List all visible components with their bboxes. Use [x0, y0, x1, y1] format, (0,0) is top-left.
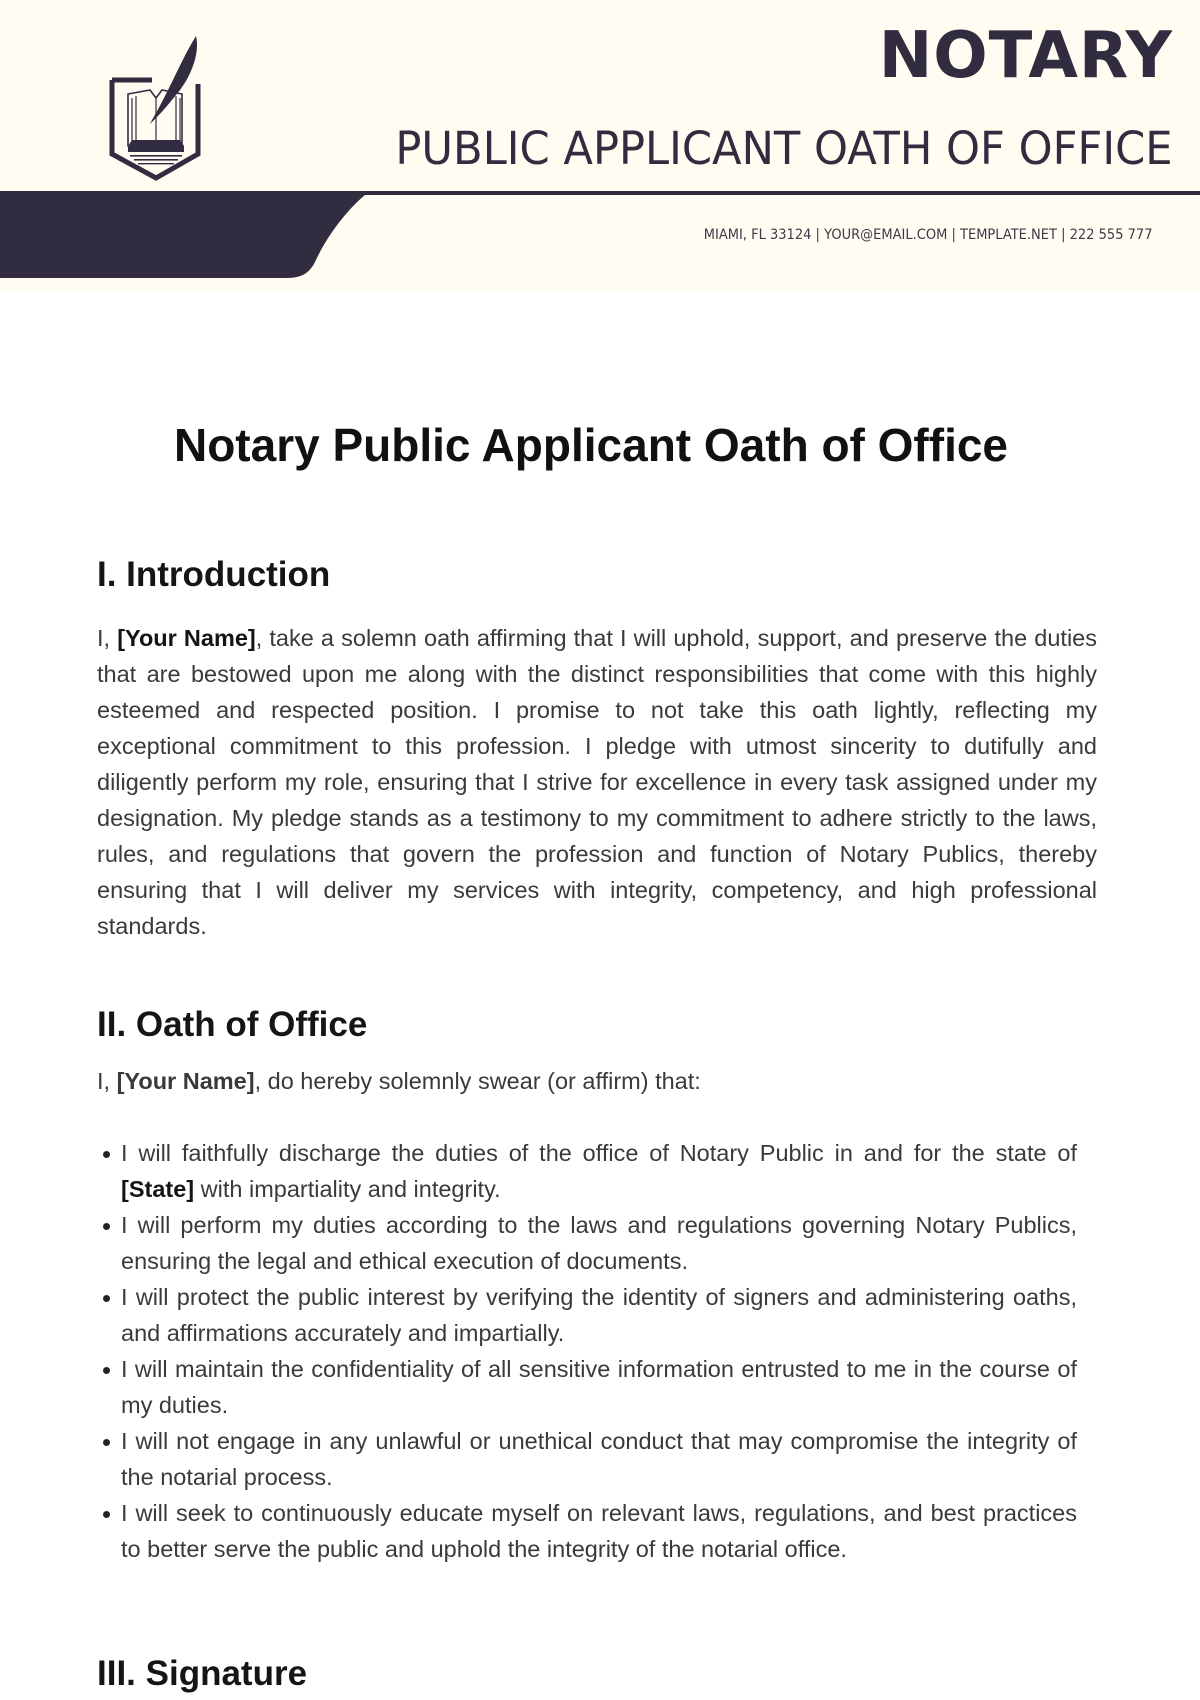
contact-address: MIAMI, FL 33124: [703, 227, 811, 243]
section-heading-oath: II. Oath of Office: [97, 1005, 368, 1044]
bullet-icon: [103, 1295, 110, 1302]
document-title: Notary Public Applicant Oath of Office: [173, 419, 1009, 471]
bullet-text-before: I will faithfully discharge the duties of the office of Notary Public in and for the state of: [121, 1140, 1077, 1166]
contact-line: [703, 227, 1152, 243]
bullet-text: I will seek to continuously educate myself on relevant laws, regulations, and best practices to better serve the public and uphold the integrity of the notarial office.: [121, 1500, 1077, 1562]
brand-title: NOTARY: [878, 19, 1173, 93]
contact-phone: 222 555 777: [1069, 227, 1152, 243]
bullet-icon: [103, 1151, 110, 1158]
shield-book-quill-icon: [106, 34, 206, 184]
oath-list-item: [97, 1135, 1077, 1207]
letterhead: [0, 0, 1200, 290]
state-placeholder: [State]: [121, 1176, 195, 1202]
text-prefix: I,: [97, 1068, 117, 1094]
oath-list-item: [97, 1495, 1077, 1567]
bullet-icon: [103, 1511, 110, 1518]
section-heading-introduction: I. Introduction: [97, 555, 331, 594]
oath-list-item: [97, 1351, 1077, 1423]
contact-separator: |: [1056, 227, 1070, 243]
contact-website: TEMPLATE.NET: [959, 227, 1057, 243]
bullet-icon: [103, 1223, 110, 1230]
contact-separator: |: [946, 227, 960, 243]
introduction-text: , take a solemn oath affirming that I will uphold, support, and preserve the duties that are bestowed upon me along with the distinct responsibilities that come with this highly esteemed and respected position. I promise to not take this oath lightly, reflecting my exceptional commitment to this profession. I pledge with utmost sincerity to dutifully and diligently perform my role, ensuring that I strive for excellence in every task assigned under my designation. My pledge stands as a testimony to my commitment to adhere strictly to the laws, rules, and regulations that govern the profession and function of Notary Publics, thereby ensuring that I will deliver my services with integrity, competency, and high professional standards.: [97, 625, 1097, 939]
brand-subtitle: PUBLIC APPLICANT OATH OF OFFICE: [395, 122, 1173, 175]
bullet-text: I will protect the public interest by verifying the identity of signers and administering oaths, and affirmations accurately and impartially.: [121, 1284, 1077, 1346]
bullet-text: [121, 1140, 1077, 1202]
contact-email: YOUR@EMAIL.COM: [823, 227, 947, 243]
introduction-paragraph: [97, 620, 1097, 944]
oath-intro-line: [97, 1063, 701, 1099]
bullet-text-after: with impartiality and integrity.: [194, 1176, 501, 1202]
bullet-icon: [103, 1439, 110, 1446]
oath-list: [97, 1135, 1077, 1567]
oath-list-item: [97, 1279, 1077, 1351]
text-prefix: I,: [97, 625, 118, 651]
your-name-placeholder: [Your Name]: [116, 1068, 255, 1094]
oath-intro-text: , do hereby solemnly swear (or affirm) that:: [254, 1068, 701, 1094]
bullet-text: I will not engage in any unlawful or unethical conduct that may compromise the integrity of the notarial process.: [121, 1428, 1077, 1490]
oath-list-item: [97, 1207, 1077, 1279]
bullet-icon: [103, 1367, 110, 1374]
bullet-text: I will maintain the confidentiality of all sensitive information entrusted to me in the course of my duties.: [121, 1356, 1077, 1418]
section-heading-signature: III. Signature: [97, 1654, 308, 1693]
contact-separator: |: [810, 227, 824, 243]
your-name-placeholder: [Your Name]: [117, 625, 256, 651]
bullet-text: I will perform my duties according to the laws and regulations governing Notary Publics, ensuring the legal and ethical execution of documents.: [121, 1212, 1077, 1274]
oath-list-item: [97, 1423, 1077, 1495]
